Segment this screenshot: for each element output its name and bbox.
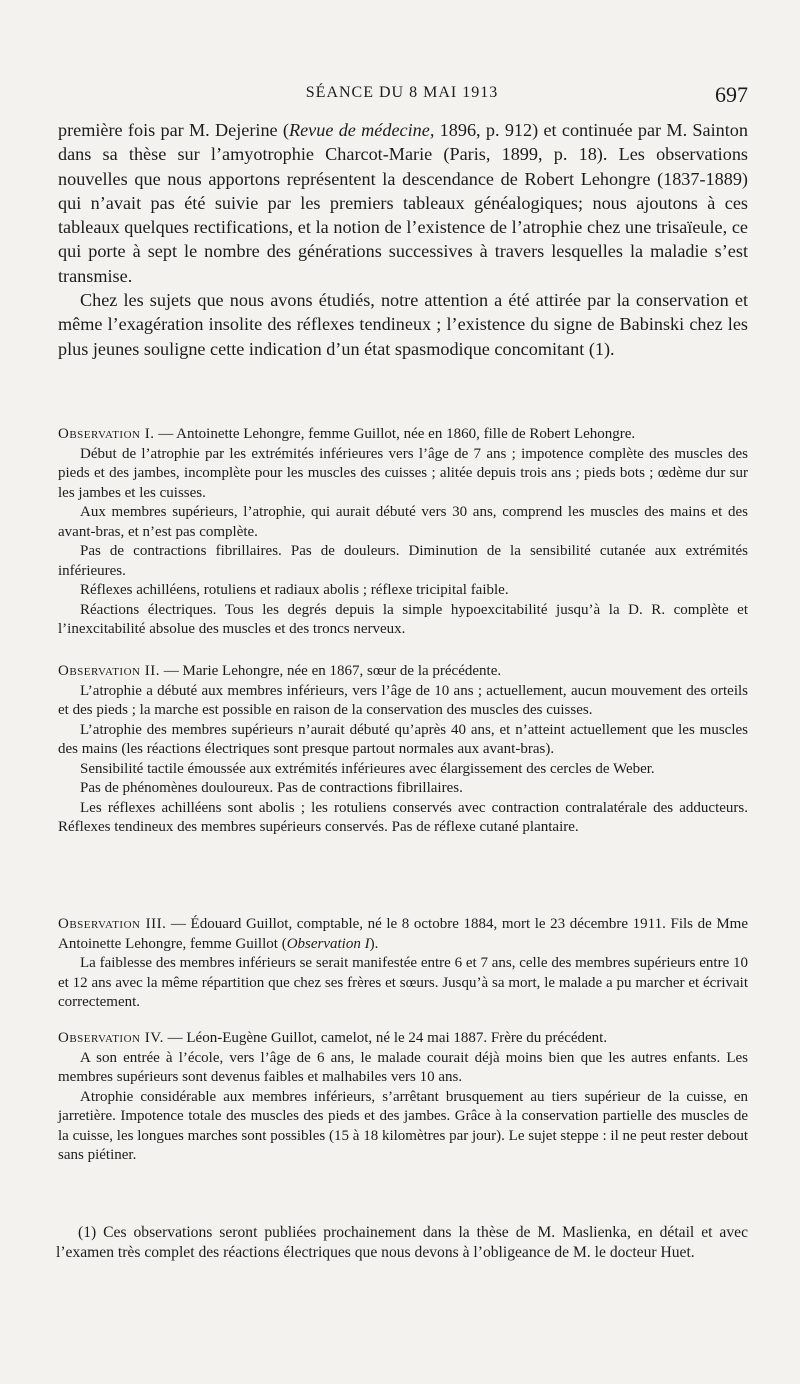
observation-heading: Observation I. — Antoinette Lehongre, femme Guillot, née en 1860, fille de Robert Lehongre. (58, 426, 636, 442)
paragraph-1: première fois par M. Dejerine (Revue de médecine, 1896, p. 912) et continuée par M. Sainton dans sa thèse sur l’amyotrophie Charcot-Marie (Paris, 1899, p. 18). Les observations nouvelles que nous apportons représentent la descendance de Robert Lehongre (1837-1889) qui n’avait pas été suivie par les premiers tableaux généalogiques; nous ajoutons à ces tableaux quelques rectifications, et la notion de l’existence de l’atrophie chez une trisaïeule, ce qui porte à sept le nombre des générations successives à travers lesquelles la maladie s’est transmise. (58, 120, 748, 286)
main-text (58, 118, 748, 361)
observation-label: Observation I. (58, 426, 155, 442)
observation-3 (58, 915, 748, 1013)
page-header (56, 84, 748, 114)
observation-paragraph: Atrophie considérable aux membres inférieurs, s’arrêtant brusquement au tiers supérieur de la cuisse, en jarretière. Impotence totale des muscles des pieds et des jambes. Grâce à la conservation partielle des muscles de la cuisse, les longues marches sont possibles (15 à 18 kilomètres par jour). Le sujet steppe : il ne peut rester debout sans piétiner. (58, 1088, 748, 1163)
observation-label: Observation III. (58, 916, 167, 932)
observation-label: Observation II. (58, 663, 160, 679)
observation-paragraph: A son entrée à l’école, vers l’âge de 6 ans, le malade courait déjà moins bien que les autres enfants. Les membres supérieurs sont devenus faibles et malhabiles vers 10 ans. (58, 1049, 748, 1085)
observation-1 (58, 425, 748, 640)
observation-paragraph: Réflexes achilléens, rotuliens et radiaux abolis ; réflexe tricipital faible. (80, 582, 509, 598)
observation-paragraph: Pas de phénomènes douloureux. Pas de contractions fibrillaires. (80, 780, 463, 796)
observation-paragraph: L’atrophie des membres supérieurs n’aurait débuté qu’après 40 ans, et n’atteint actuellement que les muscles des mains (les réactions électriques sont presque partout normales aux avant-bras). (58, 721, 748, 757)
observation-heading: Observation III. — Édouard Guillot, comptable, né le 8 octobre 1884, mort le 23 décembre 1911. Fils de Mme Antoinette Lehongre, femme Guillot (Observation I). (58, 916, 749, 952)
observation-paragraph: Début de l’atrophie par les extrémités inférieures vers l’âge de 7 ans ; impotence complète des muscles des pieds et des jambes, incomplète pour les muscles des cuisses ; alitée depuis trois ans ; pieds bots ; œdème dur sur les jambes et les cuisses. (58, 445, 748, 501)
page-number: 697 (715, 82, 748, 107)
running-title: SÉANCE DU 8 MAI 1913 (305, 84, 499, 101)
observation-label: Observation IV. (58, 1030, 164, 1046)
observation-paragraph: Réactions électriques. Tous les degrés depuis la simple hypoexcitabilité jusqu’à la D. R. complète et l’inexcitabilité absolue des muscles et des troncs nerveux. (58, 601, 748, 637)
observation-paragraph: Aux membres supérieurs, l’atrophie, qui aurait débuté vers 30 ans, comprend les muscles des mains et des avant-bras, et n’est pas complète. (58, 504, 748, 540)
observation-paragraph: La faiblesse des membres inférieurs se serait manifestée entre 6 et 7 ans, celle des membres supérieurs entre 10 et 12 ans avec la même répartition que chez ses frères et sœurs. Jusqu’à sa mort, le malade a pu marcher et écrivait correctement. (58, 955, 748, 1010)
observation-paragraph: Sensibilité tactile émoussée aux extrémités inférieures avec élargissement des cercles de Weber. (80, 760, 655, 777)
observation-paragraph: L’atrophie a débuté aux membres inférieurs, vers l’âge de 10 ans ; actuellement, aucun mouvement des orteils et des pieds ; la marche est possible en raison de la conservation des muscles des cuisses. (58, 682, 748, 718)
observation-paragraph: Pas de contractions fibrillaires. Pas de douleurs. Diminution de la sensibilité cutanée aux extrémités inférieures. (58, 543, 748, 579)
observation-4 (58, 1029, 748, 1166)
observation-heading: Observation IV. — Léon-Eugène Guillot, camelot, né le 24 mai 1887. Frère du précédent. (58, 1030, 608, 1046)
journal-title: Revue de médecine, (289, 120, 435, 140)
paragraph-2: Chez les sujets que nous avons étudiés, notre attention a été attirée par la conservation et même l’exagération insolite des réflexes tendineux ; l’existence du signe de Babinski chez les plus jeunes souligne cette indication d’un état spasmodique concomitant (1). (58, 290, 748, 359)
observation-paragraph: Les réflexes achilléens sont abolis ; les rotuliens conservés avec contraction contralatérale des adducteurs. Réflexes tendineux des membres supérieurs conservés. Pas de réflexe cutané plantaire. (58, 799, 748, 835)
observation-2 (58, 662, 748, 838)
observation-heading: Observation II. — Marie Lehongre, née en 1867, sœur de la précédente. (58, 663, 502, 679)
footnote (56, 1223, 748, 1262)
footnote-text: (1) Ces observations seront publiées prochainement dans la thèse de M. Maslienka, en détail et avec l’examen très complet des réactions électriques que nous devons à l’obligeance de M. le docteur Huet. (56, 1224, 748, 1261)
